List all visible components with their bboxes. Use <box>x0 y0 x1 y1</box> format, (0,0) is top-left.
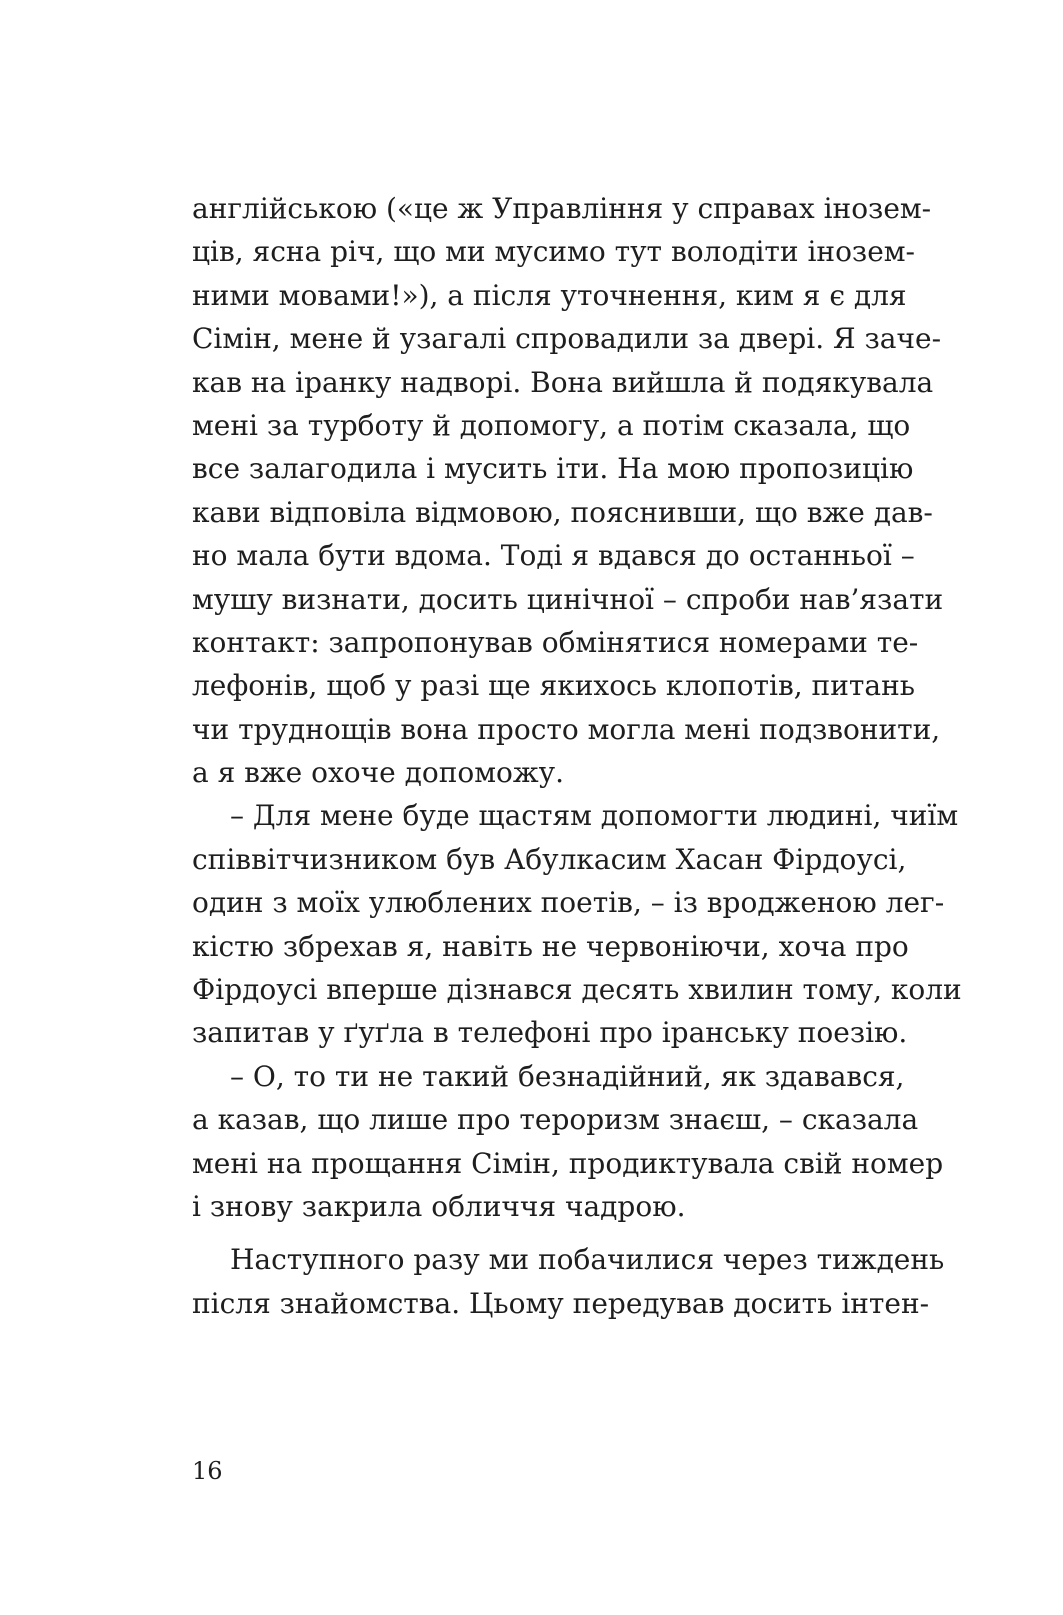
paragraph-3 <box>192 1055 944 1229</box>
page-number: 16 <box>192 1457 223 1485</box>
text-line: лефонів, щоб у разі ще якихось клопотів, питань <box>192 669 915 703</box>
text-line: а казав, що лише про тероризм знаєш, – сказала <box>192 1103 919 1137</box>
text-line: ців, ясна річ, що ми мусимо тут володіти інозем- <box>192 235 916 269</box>
text-line: і знову закрила обличчя чадрою. <box>192 1189 686 1223</box>
paragraph-4 <box>192 1238 945 1325</box>
text-line: все залагодила і мусить іти. На мою пропозицію <box>192 452 914 486</box>
text-line: кістю збрехав я, навіть не червоніючи, хоча про <box>192 929 909 963</box>
text-line: після знайомства. Цьому передував досить інтен- <box>192 1286 930 1320</box>
text-line: – Для мене буде щастям допомогти людині, чиїм <box>230 799 959 833</box>
text-line: кав на іранку надворі. Вона вийшла й подякувала <box>192 365 934 399</box>
text-line: англійською («це ж Управління у справах інозем- <box>192 192 932 225</box>
text-line: Наступного разу ми побачилися через тиждень <box>230 1243 945 1277</box>
body-text <box>192 187 962 1325</box>
text-line: мені на прощання Сімін, продиктувала свій номер <box>192 1146 944 1180</box>
text-line: чи труднощів вона просто могла мені подзвонити, <box>192 712 941 746</box>
text-line: один з моїх улюблених поетів, – із вродженою лег- <box>192 886 945 920</box>
text-line: співвітчизником був Абулкасим Хасан Фірдоусі, <box>192 842 907 876</box>
text-line: кави відповіла відмовою, пояснивши, що вже дав- <box>192 495 933 529</box>
paragraph-2 <box>192 794 962 1054</box>
text-line: а я вже охоче допоможу. <box>192 756 565 790</box>
text-line: но мала бути вдома. Тоді я вдався до останньої – <box>192 539 915 573</box>
paragraph-1 <box>192 187 944 794</box>
text-line: Фірдоусі вперше дізнався десять хвилин тому, коли <box>192 973 962 1007</box>
text-line: контакт: запропонував обмінятися номерами те- <box>192 625 919 659</box>
text-line: ними мовами!»), а після уточнення, ким я є для <box>192 278 907 312</box>
text-line: мушу визнати, досить цинічної – спроби нав’язати <box>192 582 944 616</box>
text-line: мені за турботу й допомогу, а потім сказала, що <box>192 408 911 442</box>
text-line: запитав у ґуґла в телефоні про іранську поезію. <box>192 1016 908 1050</box>
text-line: Сімін, мене й узагалі спровадили за двері. Я заче- <box>192 322 942 356</box>
text-line: – О, то ти не такий безнадійний, як здавався, <box>230 1059 905 1093</box>
